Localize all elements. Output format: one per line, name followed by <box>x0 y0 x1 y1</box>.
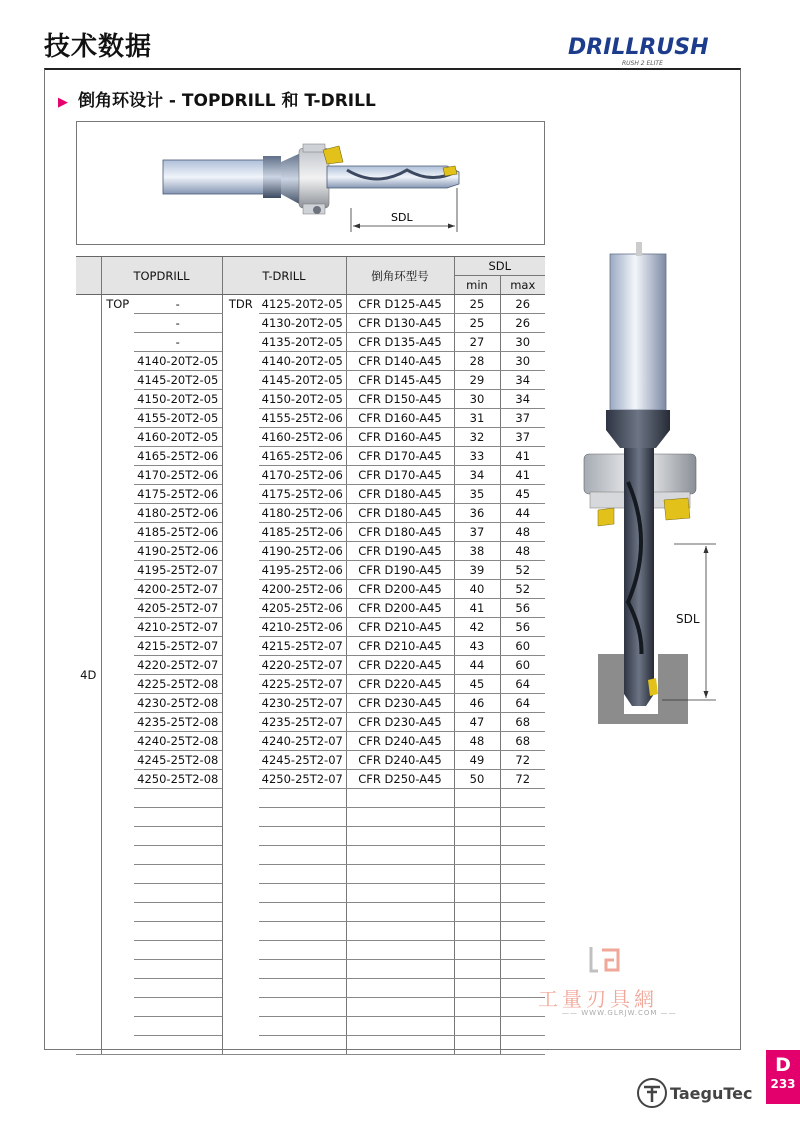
cell-topdrill <box>134 865 222 884</box>
cell-sdl-max: 26 <box>500 295 545 314</box>
cell-sdl-min: 45 <box>454 675 500 694</box>
table-row <box>76 409 545 428</box>
cell-ring-model: CFR D240-A45 <box>346 732 454 751</box>
cell-tdrill <box>259 865 346 884</box>
table-row <box>76 371 545 390</box>
table-row <box>76 523 545 542</box>
cell-topdrill: 4250-25T2-08 <box>134 770 222 789</box>
table-row <box>76 295 545 314</box>
table-row <box>76 542 545 561</box>
page-number: 233 <box>770 1077 796 1091</box>
cell-topdrill <box>134 1036 222 1055</box>
table-row <box>76 960 545 979</box>
watermark-url: —— WWW.GLRJW.COM —— <box>562 1009 677 1017</box>
spec-table <box>76 256 545 1055</box>
cell-topdrill: 4150-20T2-05 <box>134 390 222 409</box>
table-row <box>76 1036 545 1055</box>
cell-topdrill: 4225-25T2-08 <box>134 675 222 694</box>
cell-topdrill: 4160-20T2-05 <box>134 428 222 447</box>
drill-diagram-illustration <box>77 122 544 244</box>
cell-ring-model <box>346 827 454 846</box>
cell-tdrill <box>259 789 346 808</box>
cell-sdl-min: 47 <box>454 713 500 732</box>
table-row <box>76 466 545 485</box>
diagram-sdl-label: SDL <box>391 211 413 224</box>
cell-sdl-max: 56 <box>500 618 545 637</box>
table-body <box>76 295 545 1055</box>
cell-sdl-max: 48 <box>500 523 545 542</box>
cell-ring-model <box>346 846 454 865</box>
cell-ring-model: CFR D220-A45 <box>346 656 454 675</box>
cell-sdl-max: 30 <box>500 352 545 371</box>
taegutec-logo-text: TaeguTec <box>670 1084 753 1103</box>
table-row <box>76 751 545 770</box>
cell-sdl-max: 72 <box>500 770 545 789</box>
table-row <box>76 884 545 903</box>
cell-tdrill <box>259 903 346 922</box>
watermark-text: 工量刃具網 <box>538 987 658 1011</box>
cell-topdrill <box>134 960 222 979</box>
cell-tdrill <box>259 808 346 827</box>
cell-tdrill: 4140-20T2-05 <box>259 352 346 371</box>
cell-sdl-max <box>500 846 545 865</box>
cell-ring-model: CFR D220-A45 <box>346 675 454 694</box>
cell-sdl-max: 48 <box>500 542 545 561</box>
section-marker-icon: ▶ <box>58 95 68 110</box>
table-row <box>76 656 545 675</box>
header-tdrill: T-DRILL <box>222 257 346 295</box>
table-row <box>76 694 545 713</box>
cell-sdl-min: 39 <box>454 561 500 580</box>
cell-topdrill: 4215-25T2-07 <box>134 637 222 656</box>
cell-tdrill: 4160-25T2-06 <box>259 428 346 447</box>
cell-sdl-max: 37 <box>500 409 545 428</box>
table-row <box>76 675 545 694</box>
cell-sdl-max: 34 <box>500 390 545 409</box>
table-row <box>76 846 545 865</box>
table-row <box>76 485 545 504</box>
cell-sdl-max <box>500 865 545 884</box>
cell-topdrill: 4185-25T2-06 <box>134 523 222 542</box>
cell-topdrill <box>134 884 222 903</box>
cell-sdl-max: 34 <box>500 371 545 390</box>
cell-tdrill: 4170-25T2-06 <box>259 466 346 485</box>
cell-ring-model <box>346 979 454 998</box>
cell-ring-model: CFR D200-A45 <box>346 580 454 599</box>
cell-topdrill: 4230-25T2-08 <box>134 694 222 713</box>
cell-sdl-min <box>454 865 500 884</box>
cell-sdl-min: 48 <box>454 732 500 751</box>
cell-tdrill <box>259 1036 346 1055</box>
cell-sdl-min: 35 <box>454 485 500 504</box>
cell-tdrill: 4200-25T2-06 <box>259 580 346 599</box>
cell-tdrill <box>259 979 346 998</box>
table-row <box>76 504 545 523</box>
table-row <box>76 865 545 884</box>
table-row <box>76 713 545 732</box>
cell-tdrill <box>259 941 346 960</box>
cell-sdl-max <box>500 903 545 922</box>
cell-ring-model <box>346 1036 454 1055</box>
table-row <box>76 447 545 466</box>
page-title: 技术数据 <box>44 32 153 62</box>
cell-tdrill <box>259 998 346 1017</box>
cell-topdrill <box>134 979 222 998</box>
cell-topdrill: 4195-25T2-07 <box>134 561 222 580</box>
group-label: 4D <box>76 295 101 1055</box>
cell-ring-model: CFR D200-A45 <box>346 599 454 618</box>
cell-topdrill <box>134 1017 222 1036</box>
cell-sdl-min <box>454 808 500 827</box>
cell-sdl-max: 37 <box>500 428 545 447</box>
cell-sdl-min <box>454 1017 500 1036</box>
cell-sdl-max <box>500 827 545 846</box>
cell-topdrill: 4200-25T2-07 <box>134 580 222 599</box>
cell-sdl-min <box>454 846 500 865</box>
table-row <box>76 922 545 941</box>
cell-sdl-min: 33 <box>454 447 500 466</box>
cell-topdrill <box>134 998 222 1017</box>
cell-sdl-min <box>454 922 500 941</box>
cell-tdrill: 4145-20T2-05 <box>259 371 346 390</box>
cell-tdrill: 4220-25T2-07 <box>259 656 346 675</box>
table-row <box>76 580 545 599</box>
taegutec-logo <box>636 1075 760 1111</box>
table-row <box>76 979 545 998</box>
cell-sdl-max <box>500 941 545 960</box>
cell-topdrill <box>134 922 222 941</box>
cell-ring-model: CFR D230-A45 <box>346 713 454 732</box>
cell-tdrill: 4180-25T2-06 <box>259 504 346 523</box>
header-topdrill: TOPDRILL <box>101 257 222 295</box>
cell-tdrill <box>259 960 346 979</box>
cell-sdl-max <box>500 1036 545 1055</box>
cell-sdl-min <box>454 903 500 922</box>
cell-sdl-min: 49 <box>454 751 500 770</box>
cell-ring-model: CFR D210-A45 <box>346 637 454 656</box>
cell-topdrill <box>134 808 222 827</box>
table-row <box>76 618 545 637</box>
cell-sdl-min: 28 <box>454 352 500 371</box>
cell-sdl-max: 52 <box>500 561 545 580</box>
cell-tdrill: 4190-25T2-06 <box>259 542 346 561</box>
cell-sdl-min <box>454 789 500 808</box>
cell-sdl-min: 40 <box>454 580 500 599</box>
cell-ring-model: CFR D160-A45 <box>346 409 454 428</box>
section-letter: D <box>775 1054 791 1076</box>
drillrush-logo-text: DRILLRUSH <box>568 35 709 60</box>
cell-topdrill <box>134 827 222 846</box>
cell-topdrill: 4140-20T2-05 <box>134 352 222 371</box>
cell-tdrill: 4210-25T2-06 <box>259 618 346 637</box>
drill-ring-illustration <box>570 242 720 727</box>
cell-sdl-max: 30 <box>500 333 545 352</box>
cell-tdrill <box>259 1017 346 1036</box>
table-row <box>76 390 545 409</box>
cell-ring-model: CFR D125-A45 <box>346 295 454 314</box>
cell-sdl-min: 36 <box>454 504 500 523</box>
cell-sdl-min: 25 <box>454 314 500 333</box>
table-row <box>76 903 545 922</box>
header-sdl-min: min <box>454 276 500 295</box>
cell-tdrill: 4130-20T2-05 <box>259 314 346 333</box>
cell-sdl-max: 60 <box>500 656 545 675</box>
cell-tdrill: 4155-25T2-06 <box>259 409 346 428</box>
cell-sdl-max <box>500 808 545 827</box>
table-row <box>76 808 545 827</box>
cell-ring-model: CFR D250-A45 <box>346 770 454 789</box>
cell-sdl-min: 38 <box>454 542 500 561</box>
cell-ring-model <box>346 884 454 903</box>
cell-ring-model: CFR D210-A45 <box>346 618 454 637</box>
cell-tdrill: 4225-25T2-07 <box>259 675 346 694</box>
cell-sdl-min <box>454 1036 500 1055</box>
cell-sdl-min <box>454 884 500 903</box>
table-row <box>76 561 545 580</box>
cell-sdl-min: 32 <box>454 428 500 447</box>
cell-ring-model: CFR D170-A45 <box>346 447 454 466</box>
cell-ring-model <box>346 808 454 827</box>
cell-tdrill: 4150-20T2-05 <box>259 390 346 409</box>
cell-topdrill: 4145-20T2-05 <box>134 371 222 390</box>
cell-sdl-min <box>454 941 500 960</box>
cell-topdrill: 4170-25T2-06 <box>134 466 222 485</box>
cell-tdrill: 4165-25T2-06 <box>259 447 346 466</box>
cell-sdl-max: 52 <box>500 580 545 599</box>
cell-ring-model: CFR D190-A45 <box>346 542 454 561</box>
drill-diagram <box>76 121 545 245</box>
cell-topdrill: 4155-20T2-05 <box>134 409 222 428</box>
cell-ring-model: CFR D180-A45 <box>346 485 454 504</box>
table-row <box>76 1017 545 1036</box>
table-row <box>76 770 545 789</box>
table-row <box>76 637 545 656</box>
cell-sdl-max: 68 <box>500 732 545 751</box>
cell-ring-model <box>346 1017 454 1036</box>
cell-sdl-max: 44 <box>500 504 545 523</box>
cell-ring-model: CFR D240-A45 <box>346 751 454 770</box>
cell-sdl-max: 41 <box>500 447 545 466</box>
cell-sdl-min: 30 <box>454 390 500 409</box>
brand-tagline: RUSH 2 ELITE <box>622 60 663 67</box>
cell-tdrill <box>259 884 346 903</box>
cell-ring-model <box>346 941 454 960</box>
cell-ring-model: CFR D130-A45 <box>346 314 454 333</box>
cell-sdl-max: 68 <box>500 713 545 732</box>
cell-sdl-min: 46 <box>454 694 500 713</box>
header-sdl-max: max <box>500 276 545 295</box>
cell-ring-model: CFR D230-A45 <box>346 694 454 713</box>
section-title-text: 倒角环设计 - TOPDRILL 和 T-DRILL <box>78 91 376 111</box>
cell-tdrill: 4185-25T2-06 <box>259 523 346 542</box>
cell-tdrill <box>259 846 346 865</box>
cell-tdrill: 4195-25T2-06 <box>259 561 346 580</box>
cell-ring-model <box>346 998 454 1017</box>
cell-topdrill: 4205-25T2-07 <box>134 599 222 618</box>
cell-sdl-max: 64 <box>500 675 545 694</box>
cell-ring-model: CFR D135-A45 <box>346 333 454 352</box>
watermark-logo-icon <box>588 944 622 974</box>
cell-sdl-min: 37 <box>454 523 500 542</box>
cell-topdrill: 4190-25T2-06 <box>134 542 222 561</box>
cell-sdl-min <box>454 979 500 998</box>
chamfer-ring-table <box>76 256 545 1055</box>
cell-sdl-min: 43 <box>454 637 500 656</box>
table-row <box>76 827 545 846</box>
cell-sdl-max: 72 <box>500 751 545 770</box>
cell-sdl-min: 25 <box>454 295 500 314</box>
header-sdl: SDL <box>454 257 545 276</box>
cell-sdl-max <box>500 960 545 979</box>
cell-sdl-min: 27 <box>454 333 500 352</box>
cell-topdrill <box>134 903 222 922</box>
cell-ring-model <box>346 922 454 941</box>
cell-topdrill: - <box>134 295 222 314</box>
cell-ring-model: CFR D140-A45 <box>346 352 454 371</box>
cell-tdrill: 4175-25T2-06 <box>259 485 346 504</box>
cell-topdrill <box>134 789 222 808</box>
table-row <box>76 333 545 352</box>
side-sdl-label: SDL <box>676 612 700 626</box>
cell-tdrill: 4135-20T2-05 <box>259 333 346 352</box>
cell-sdl-min: 44 <box>454 656 500 675</box>
cell-sdl-max: 64 <box>500 694 545 713</box>
cell-sdl-max: 45 <box>500 485 545 504</box>
cell-sdl-max: 56 <box>500 599 545 618</box>
table-row <box>76 314 545 333</box>
cell-tdrill: 4125-20T2-05 <box>259 295 346 314</box>
cell-tdrill: 4205-25T2-06 <box>259 599 346 618</box>
cell-sdl-min: 31 <box>454 409 500 428</box>
cell-sdl-min: 50 <box>454 770 500 789</box>
cell-ring-model <box>346 789 454 808</box>
cell-topdrill: 4220-25T2-07 <box>134 656 222 675</box>
cell-ring-model: CFR D180-A45 <box>346 523 454 542</box>
cell-sdl-min: 41 <box>454 599 500 618</box>
cell-tdrill: 4240-25T2-07 <box>259 732 346 751</box>
cell-ring-model: CFR D150-A45 <box>346 390 454 409</box>
cell-sdl-min: 29 <box>454 371 500 390</box>
cell-topdrill: 4235-25T2-08 <box>134 713 222 732</box>
cell-ring-model <box>346 903 454 922</box>
cell-topdrill: 4210-25T2-07 <box>134 618 222 637</box>
cell-tdrill: 4250-25T2-07 <box>259 770 346 789</box>
cell-ring-model <box>346 960 454 979</box>
table-row <box>76 732 545 751</box>
cell-ring-model: CFR D180-A45 <box>346 504 454 523</box>
cell-tdrill: 4245-25T2-07 <box>259 751 346 770</box>
table-row <box>76 789 545 808</box>
cell-tdrill: 4235-25T2-07 <box>259 713 346 732</box>
table-row <box>76 428 545 447</box>
cell-topdrill: - <box>134 333 222 352</box>
cell-topdrill: 4175-25T2-06 <box>134 485 222 504</box>
cell-topdrill: 4240-25T2-08 <box>134 732 222 751</box>
section-title <box>58 86 376 111</box>
cell-ring-model: CFR D160-A45 <box>346 428 454 447</box>
cell-sdl-min <box>454 827 500 846</box>
table-row <box>76 599 545 618</box>
cell-ring-model: CFR D190-A45 <box>346 561 454 580</box>
cell-sdl-max: 26 <box>500 314 545 333</box>
cell-sdl-min <box>454 960 500 979</box>
header-ring-model: 倒角环型号 <box>346 257 454 295</box>
cell-ring-model: CFR D145-A45 <box>346 371 454 390</box>
section-tab <box>766 1050 800 1104</box>
table-row <box>76 941 545 960</box>
cell-topdrill: 4165-25T2-06 <box>134 447 222 466</box>
cell-sdl-max <box>500 1017 545 1036</box>
cell-sdl-max <box>500 922 545 941</box>
cell-sdl-max <box>500 884 545 903</box>
cell-topdrill: 4180-25T2-06 <box>134 504 222 523</box>
cell-sdl-min <box>454 998 500 1017</box>
cell-sdl-min: 34 <box>454 466 500 485</box>
cell-topdrill <box>134 846 222 865</box>
cell-ring-model: CFR D170-A45 <box>346 466 454 485</box>
cell-tdrill <box>259 922 346 941</box>
cell-topdrill <box>134 941 222 960</box>
table-row <box>76 352 545 371</box>
table-row <box>76 998 545 1017</box>
cell-ring-model <box>346 865 454 884</box>
cell-topdrill: 4245-25T2-08 <box>134 751 222 770</box>
cell-sdl-max <box>500 789 545 808</box>
cell-topdrill: - <box>134 314 222 333</box>
prefix-top: TOP <box>101 295 134 1055</box>
prefix-tdr: TDR <box>222 295 259 1055</box>
cell-tdrill: 4215-25T2-07 <box>259 637 346 656</box>
cell-sdl-max: 41 <box>500 466 545 485</box>
cell-sdl-max: 60 <box>500 637 545 656</box>
cell-tdrill <box>259 827 346 846</box>
cell-tdrill: 4230-25T2-07 <box>259 694 346 713</box>
cell-sdl-min: 42 <box>454 618 500 637</box>
